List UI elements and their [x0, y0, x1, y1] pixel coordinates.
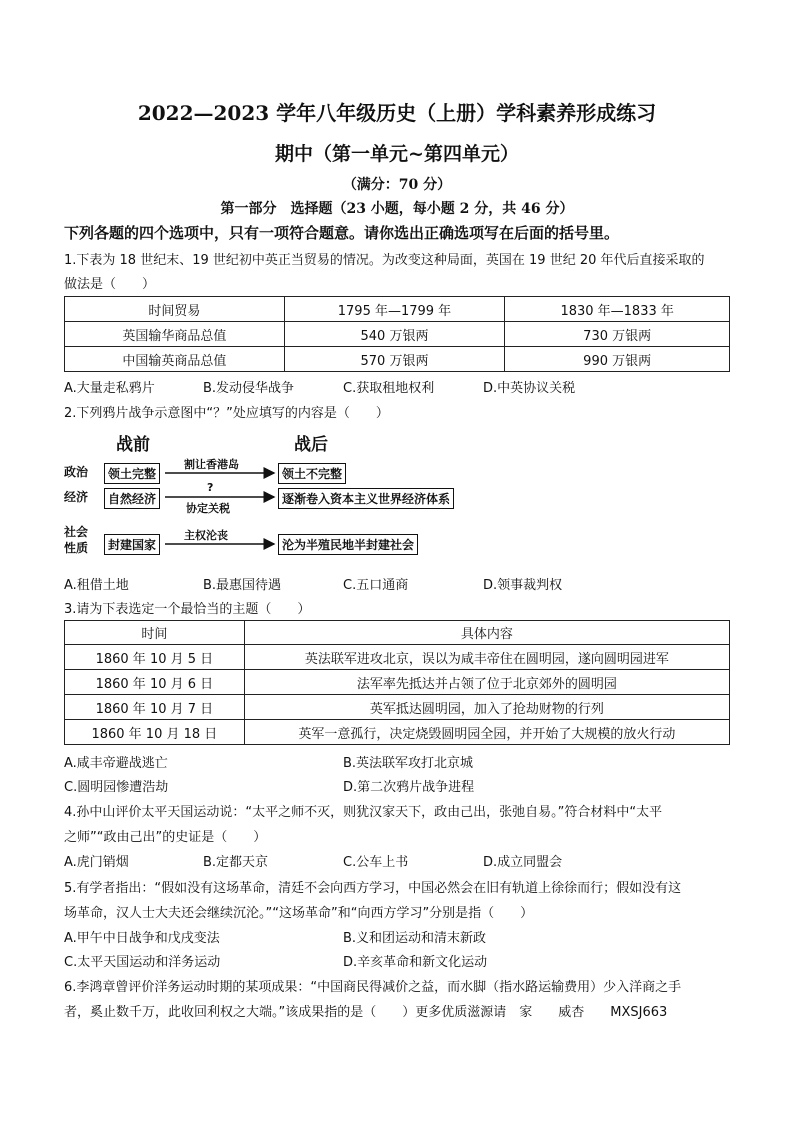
q3-option-c[interactable]: C.圆明园惨遭浩劫 — [64, 780, 169, 795]
q2-option-a[interactable]: A.租借土地 — [64, 578, 129, 593]
exam-title: 2022—2023 学年八年级历史（上册）学科素养形成练习 — [137, 101, 657, 125]
table-cell: 1860 年 10 月 18 日 — [65, 720, 245, 745]
table-header-row — [65, 297, 730, 322]
q2-option-d[interactable]: D.领事裁判权 — [483, 578, 563, 593]
diagram-arrow-label-society: 主权沦丧 — [184, 529, 228, 542]
diagram-arrow-label-politics: 割让香港岛 — [184, 458, 239, 471]
table-row — [65, 347, 730, 372]
q5-stem-line2: 场革命，汉人士大夫还会继续沉沦。”“这场革命”和“向西方学习”分别是指（ ） — [64, 906, 534, 921]
table-cell: 1860 年 10 月 6 日 — [65, 670, 245, 695]
table-header-cell: 时间 — [65, 621, 245, 645]
q2-option-b[interactable]: B.最惠国待遇 — [203, 578, 282, 593]
q3-option-b[interactable]: B.英法联军攻打北京城 — [343, 756, 474, 771]
table-row — [65, 695, 730, 720]
q6-stem-line2: 者，奚止数千万，此收回利权之大端。”该成果指的是（ ）更多优质滋源请 家 威杏 MXSJ663 — [64, 1005, 668, 1020]
q1-option-c[interactable]: C.获取租地权利 — [343, 381, 435, 396]
diagram-category-politics: 政治 — [64, 465, 89, 479]
table-cell: 570 万银两 — [284, 347, 505, 372]
table-cell: 法军率先抵达并占领了位于北京郊外的圆明园 — [244, 670, 729, 695]
table-cell: 英军抵达圆明园，加入了抢劫财物的行列 — [244, 695, 729, 720]
table-cell: 540 万银两 — [284, 322, 505, 347]
diagram-before-politics: 领土完整 — [104, 463, 160, 484]
q2-option-c[interactable]: C.五口通商 — [343, 578, 409, 593]
diagram-question-mark: ? — [207, 481, 214, 494]
diagram-after-heading: 战后 — [294, 435, 328, 455]
exam-subtitle: 期中（第一单元~第四单元） — [275, 143, 519, 165]
table-header-cell: 时间贸易 — [65, 297, 285, 322]
q4-option-a[interactable]: A.虎门销烟 — [64, 855, 129, 870]
diagram-after-society: 沦为半殖民地半封建社会 — [278, 534, 418, 555]
section-heading: 第一部分 选择题（23 小题，每小题 2 分，共 46 分） — [220, 201, 574, 217]
q1-option-a[interactable]: A.大量走私鸦片 — [64, 381, 155, 396]
q4-option-b[interactable]: B.定都天京 — [203, 855, 269, 870]
diagram-arrow-label-economy: 协定关税 — [186, 502, 230, 515]
table-cell: 英法联军进攻北京，误以为咸丰帝住在圆明园，遂向圆明园进军 — [244, 645, 729, 670]
table-row — [65, 720, 730, 745]
table-cell: 中国输英商品总值 — [65, 347, 285, 372]
q1-trade-table — [64, 296, 730, 372]
table-header-row — [65, 621, 730, 645]
diagram-before-heading: 战前 — [116, 435, 150, 455]
diagram-before-economy: 自然经济 — [104, 488, 160, 509]
table-cell: 英国输华商品总值 — [65, 322, 285, 347]
q1-option-d[interactable]: D.中英协议关税 — [483, 381, 576, 396]
q5-option-b[interactable]: B.义和团运动和清末新政 — [343, 931, 487, 946]
q5-option-c[interactable]: C.太平天国运动和洋务运动 — [64, 955, 221, 970]
q2-stem: 2.下列鸦片战争示意图中“？”处应填写的内容是（ ） — [64, 406, 389, 421]
q5-option-d[interactable]: D.辛亥革命和新文化运动 — [343, 955, 488, 970]
q3-stem: 3.请为下表选定一个最恰当的主题（ ） — [64, 602, 311, 617]
full-score: （满分：70 分） — [342, 177, 452, 193]
diagram-after-economy: 逐渐卷入资本主义世界经济体系 — [278, 488, 454, 509]
table-cell: 1860 年 10 月 5 日 — [65, 645, 245, 670]
table-header-cell: 1830 年—1833 年 — [505, 297, 730, 322]
q3-option-a[interactable]: A.咸丰帝避战逃亡 — [64, 756, 168, 771]
table-cell: 英军一意孤行，决定烧毁圆明园全园，并开始了大规模的放火行动 — [244, 720, 729, 745]
q3-option-d[interactable]: D.第二次鸦片战争进程 — [343, 780, 475, 795]
q5-option-a[interactable]: A.甲午中日战争和戊戌变法 — [64, 931, 220, 946]
table-cell: 1860 年 10 月 7 日 — [65, 695, 245, 720]
q4-option-d[interactable]: D.成立同盟会 — [483, 855, 563, 870]
table-cell: 730 万银两 — [505, 322, 730, 347]
q1-option-b[interactable]: B.发动侵华战争 — [203, 381, 295, 396]
q1-stem-line1: 1.下表为 18 世纪末、19 世纪初中英正当贸易的情况。为改变这种局面，英国在 19 世纪 20 年代后直接采取的 — [64, 253, 705, 268]
q4-stem-line1: 4.孙中山评价太平天国运动说：“太平之师不灭，则犹汉家天下，政由己出，张弛自易。”符合材料中“太平 — [64, 805, 663, 820]
table-row — [65, 645, 730, 670]
diagram-before-society: 封建国家 — [104, 534, 160, 555]
table-row — [65, 322, 730, 347]
opium-war-diagram — [62, 428, 482, 568]
q3-events-table — [64, 620, 730, 745]
diagram-category-economy: 经济 — [64, 490, 89, 504]
table-header-cell: 具体内容 — [244, 621, 729, 645]
q6-stem-line1: 6.李鸿章曾评价洋务运动时期的某项成果：“中国商民得减价之益，而水脚（指水路运输费用）少入洋商之手 — [64, 980, 682, 995]
table-cell: 990 万银两 — [505, 347, 730, 372]
diagram-after-politics: 领土不完整 — [278, 463, 346, 484]
q5-stem-line1: 5.有学者指出：“假如没有这场革命，清廷不会向西方学习，中国必然会在旧有轨道上徐徐而行；假如没有这 — [64, 881, 682, 896]
diagram-category-society: 社会 性质 — [64, 525, 89, 555]
q1-stem-line2: 做法是（ ） — [64, 277, 156, 292]
table-row — [65, 670, 730, 695]
table-header-cell: 1795 年—1799 年 — [284, 297, 505, 322]
q4-stem-line2: 之师”“政由己出”的史证是（ ） — [64, 830, 267, 845]
instructions: 下列各题的四个选项中，只有一项符合题意。请你选出正确选项写在后面的括号里。 — [64, 224, 620, 242]
q4-option-c[interactable]: C.公车上书 — [343, 855, 409, 870]
